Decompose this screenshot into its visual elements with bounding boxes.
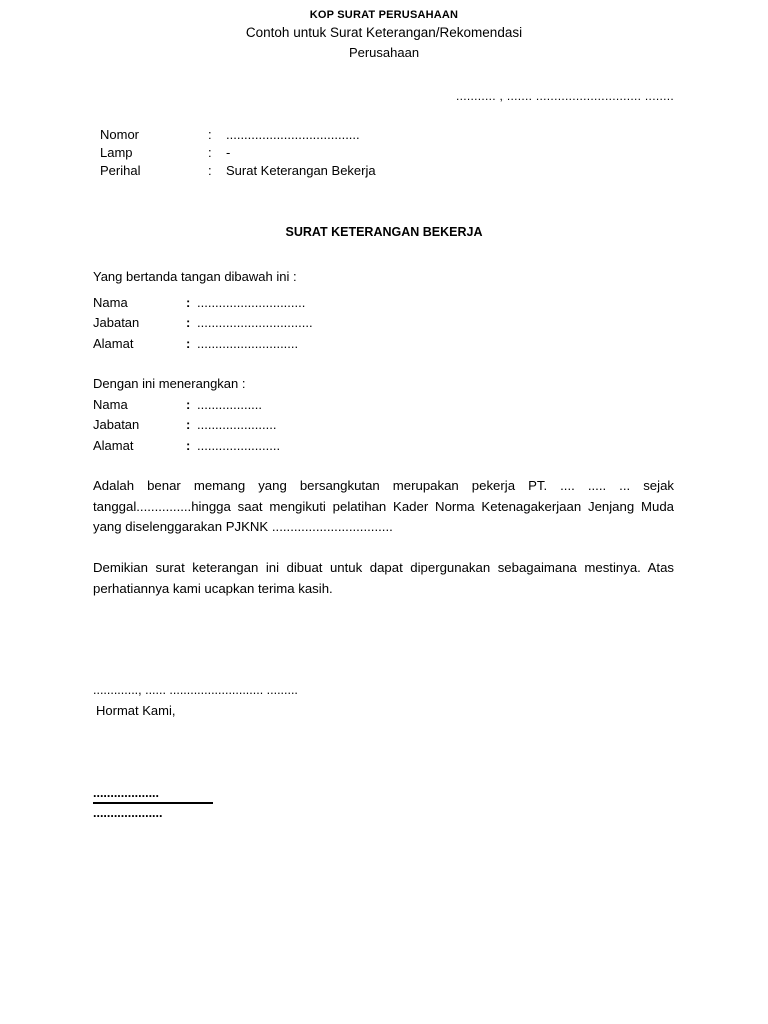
letterhead-subtitle-cont: Perusahaan	[348, 45, 420, 60]
meta-value: -	[226, 145, 231, 160]
field-value: ..............................	[197, 294, 306, 310]
body-paragraph: Adalah benar memang yang bersangkutan merupakan pekerja PT. .... ..... ... sejak tanggal...............hingga saat mengikuti pelatihan Kader Norma Ketenagakerjaan Jenjang Muda yang diselenggarakan PJKNK .................................	[93, 478, 674, 534]
field-value: .......................	[197, 437, 281, 453]
signature-title: ....................	[93, 806, 163, 820]
field-separator: :	[186, 396, 191, 412]
field-value: ............................	[197, 335, 299, 351]
employee-intro: Dengan ini menerangkan :	[93, 376, 246, 391]
letterhead-title: KOP SURAT PERUSAHAAN	[309, 9, 459, 21]
place-date-line: ........... , ....... ............................. ........	[455, 89, 674, 103]
signature-place-date: ............., ...... ........................... .........	[93, 683, 298, 697]
meta-separator: :	[208, 145, 212, 160]
field-row	[93, 333, 313, 354]
letter-subject: SURAT KETERANGAN BEKERJA	[285, 225, 483, 239]
field-separator: :	[186, 294, 191, 310]
letterhead-subtitle: Contoh untuk Surat Keterangan/Rekomendasi	[245, 25, 523, 40]
field-value: ......................	[197, 417, 277, 433]
field-label: Alamat	[93, 437, 134, 453]
signature-name: ...................	[93, 786, 159, 800]
signature-underline	[93, 802, 213, 804]
field-row	[93, 415, 280, 436]
signer-intro: Yang bertanda tangan dibawah ini :	[93, 269, 297, 284]
field-row	[93, 313, 313, 334]
meta-separator: :	[208, 127, 212, 142]
employee-fields	[93, 394, 280, 456]
meta-row-nomor	[100, 126, 376, 144]
meta-label: Perihal	[100, 163, 141, 178]
closing-paragraph: Demikian surat keterangan ini dibuat untuk dapat dipergunakan sebagaimana mestinya. Atas perhatiannya kami ucapkan terima kasih.	[93, 560, 674, 596]
meta-value: Surat Keterangan Bekerja	[226, 163, 376, 178]
field-label: Alamat	[93, 335, 134, 351]
field-separator: :	[186, 335, 191, 351]
field-label: Jabatan	[93, 315, 140, 331]
field-label: Nama	[93, 396, 128, 412]
field-value: ..................	[197, 396, 263, 412]
field-label: Jabatan	[93, 417, 140, 433]
field-value: ................................	[197, 315, 313, 331]
meta-separator: :	[208, 163, 212, 178]
field-separator: :	[186, 315, 191, 331]
letter-meta	[100, 126, 376, 180]
field-separator: :	[186, 437, 191, 453]
field-row	[93, 435, 280, 456]
meta-row-lamp	[100, 144, 376, 162]
meta-value: .....................................	[226, 127, 360, 142]
signer-fields	[93, 292, 313, 354]
meta-row-perihal	[100, 162, 376, 180]
meta-label: Nomor	[100, 127, 140, 142]
closing-greeting: Hormat Kami,	[96, 703, 176, 718]
field-row	[93, 394, 280, 415]
field-label: Nama	[93, 294, 128, 310]
meta-label: Lamp	[100, 145, 133, 160]
field-row	[93, 292, 313, 313]
field-separator: :	[186, 417, 191, 433]
